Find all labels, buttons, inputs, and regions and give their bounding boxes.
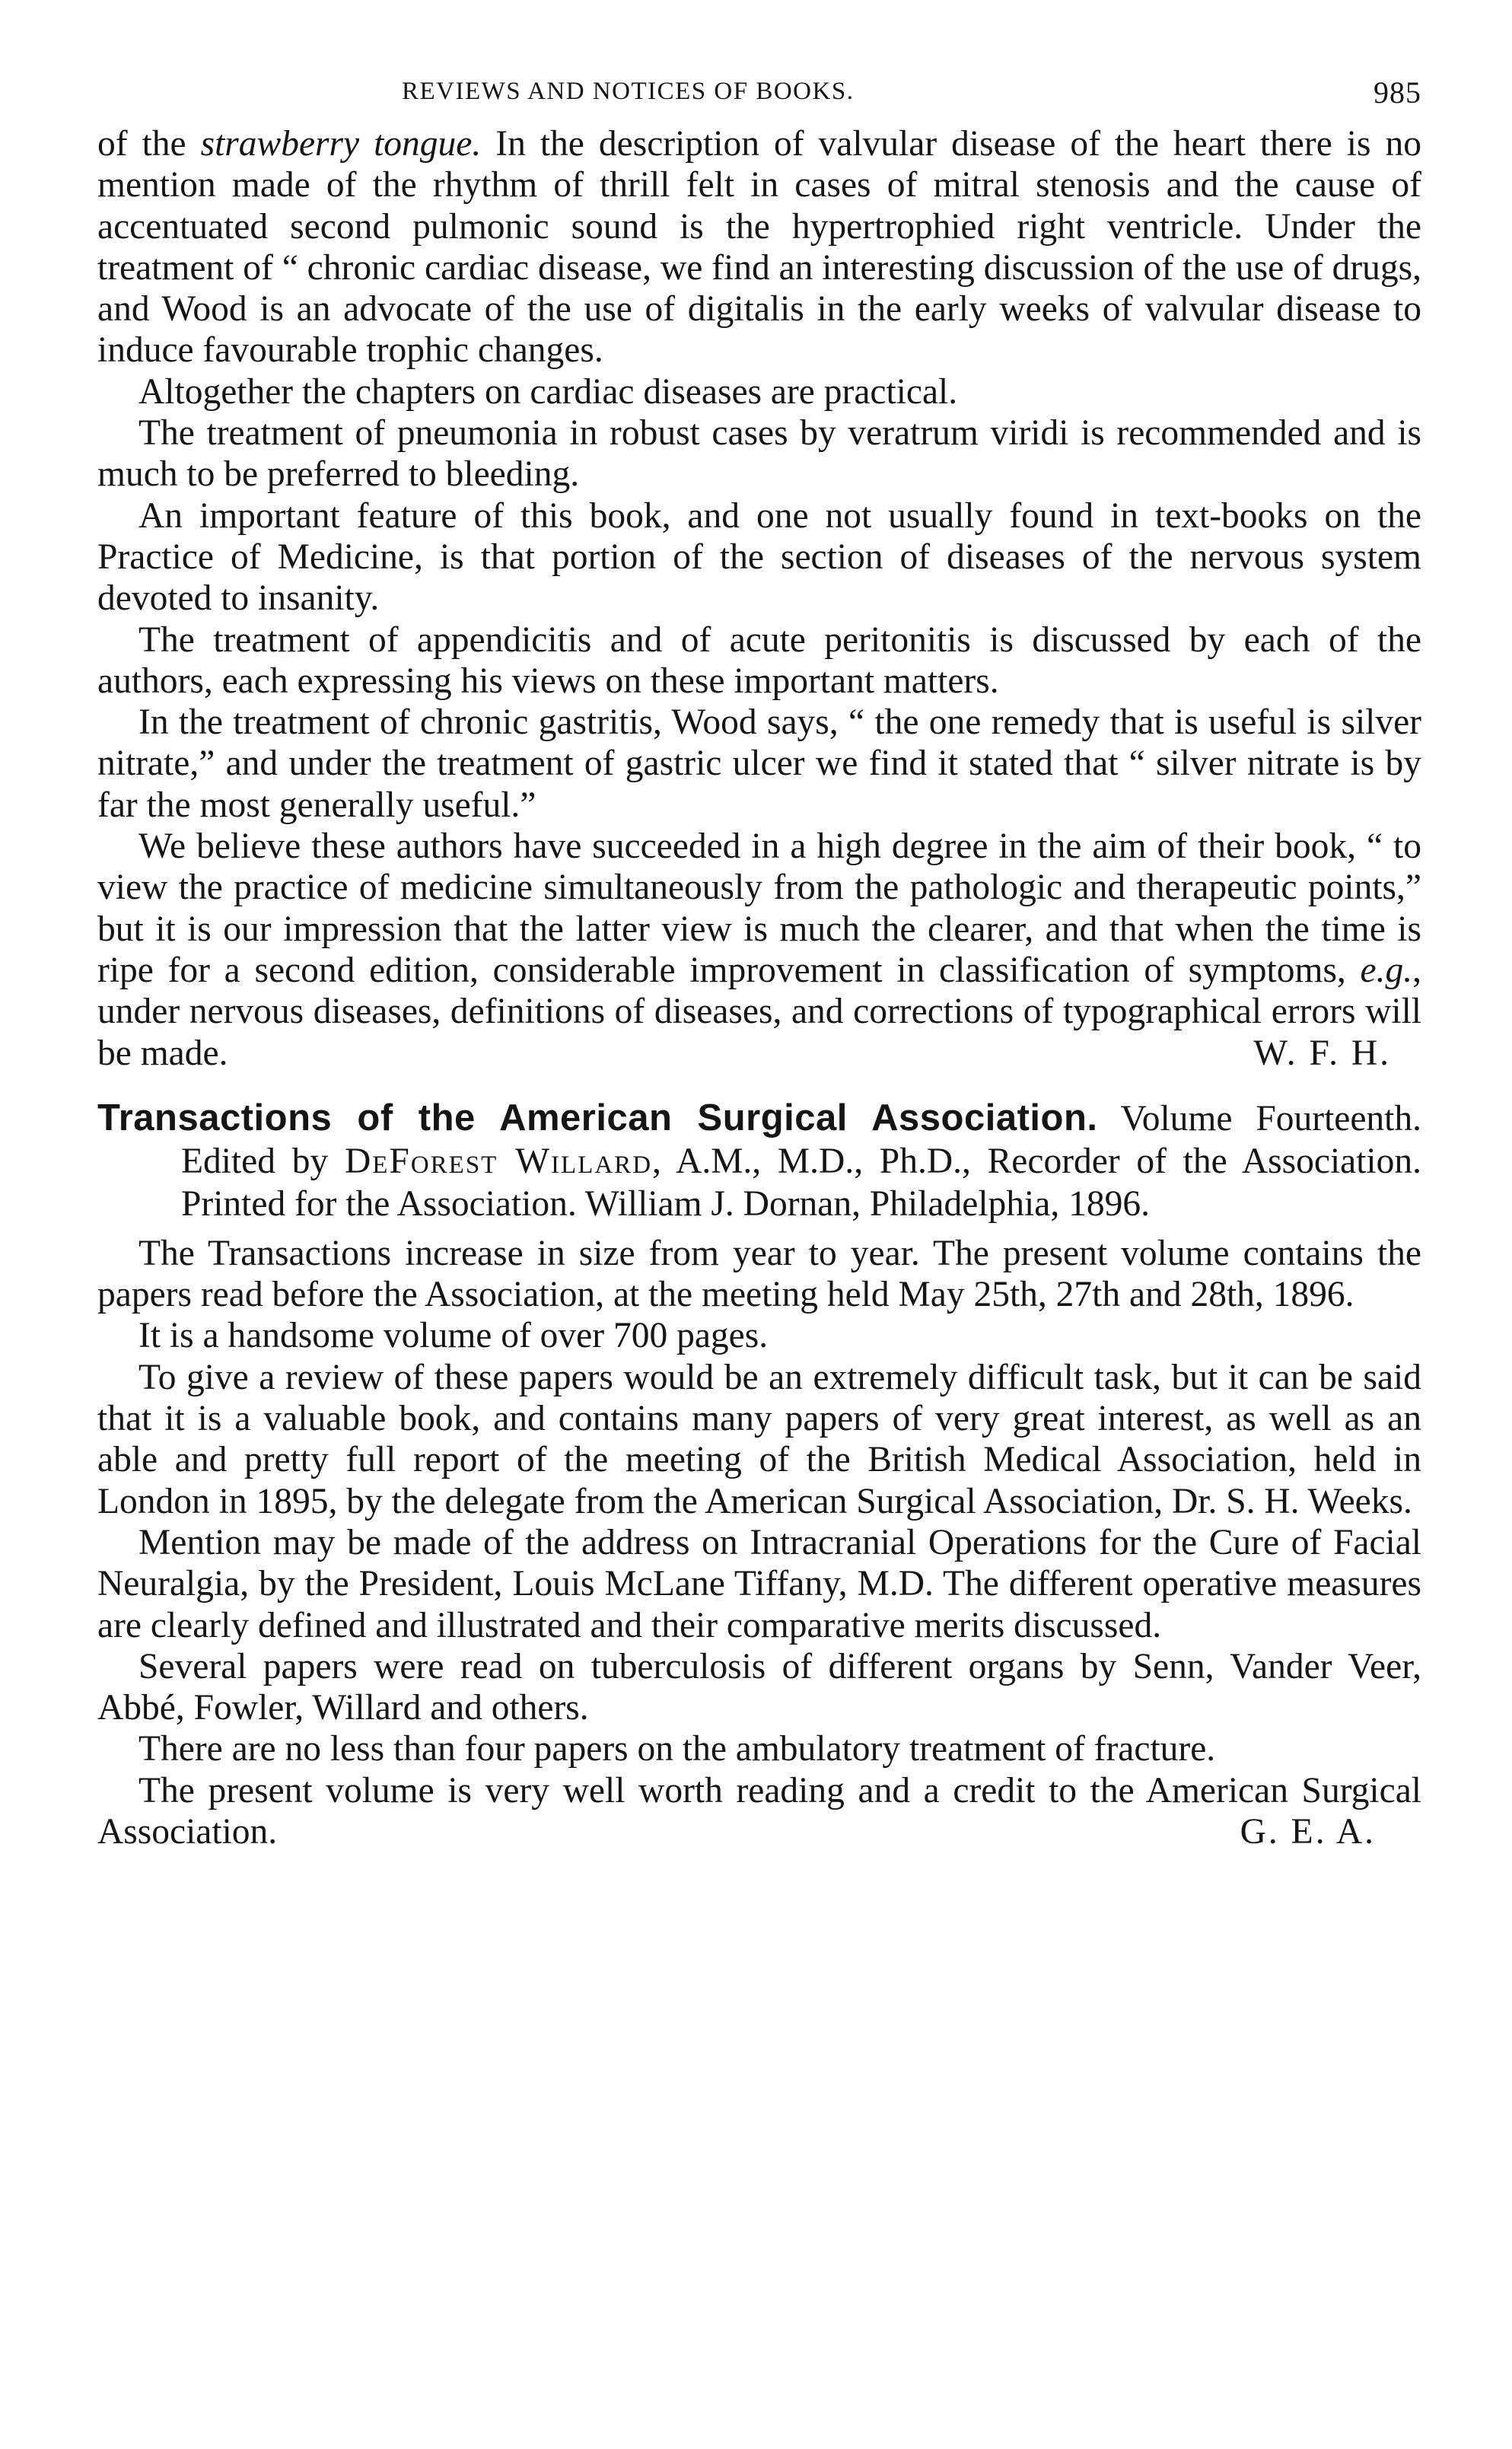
review-paragraph: An important feature of this book, and one not usually found in text-books on the Practice of Medicine, is that portion of the section of diseases of the nervous system devoted to insanity. (97, 495, 1421, 619)
review-paragraph (97, 826, 1421, 1074)
review-body (97, 1233, 1421, 1852)
book-details: , A.M., M.D., Ph.D., Recorder of the Association. Printed for the Association. William J. Dornan, Philadelphia, 1896. (181, 1141, 1422, 1224)
reviewer-signature: W. F. H. (1253, 1033, 1391, 1073)
text-run: The present volume is very well worth reading and a credit to the American Surgical Association. (97, 1770, 1421, 1852)
running-head (97, 70, 1421, 117)
italic-phrase: strawberry tongue. (200, 124, 482, 164)
page-number: 985 (1374, 75, 1421, 110)
review-paragraph: The Transactions increase in size from year to year. The present volume contains the papers read before the Association, at the meeting held May 25th, 27th and 28th, 1896. (97, 1233, 1421, 1315)
review-paragraph: It is a handsome volume of over 700 pages. (138, 1316, 769, 1356)
book-citation (97, 1097, 1421, 1225)
text-run: In the description of valvular disease of the heart there is no mention made of the rhythm of thrill felt in cases of mitral stenosis and the cause of accentuated second pulmonic sound is the hypertrophied right ventricle. Under the treatment of “ chronic cardiac disease, we find an interesting discussion of the use of drugs, and Wood is an advocate of the use of digitalis in the early weeks of valvular disease to induce favourable trophic changes. (97, 124, 1421, 371)
reviewer-signature: G. E. A. (1240, 1811, 1376, 1852)
review-paragraph: Mention may be made of the address on Intracranial Operations for the Cure of Facial Neuralgia, by the President, Louis McLane Tiffany, M.D. The different operative measures are clearly defined and illustrated and their comparative merits discussed. (97, 1522, 1421, 1645)
italic-abbreviation: e.g. (1360, 950, 1413, 990)
text-run: We believe these authors have succeeded in a high degree in the aim of their book, “ to view the practice of medicine simultaneously from the pathologic and therapeutic points,” but it is our impression that the latter view is much the clearer, and that when the time is ripe for a second edition, considerable improvement in classification of symptoms, (97, 826, 1421, 990)
review-paragraph (97, 1770, 1421, 1853)
text-run: of the (97, 124, 201, 164)
review-paragraph: The treatment of appendicitis and of acute peritonitis is discussed by each of the authors, each expressing his views on these important matters. (97, 619, 1421, 701)
book-details: Volume Fourteenth. Edited by (181, 1098, 1421, 1181)
review-paragraph (97, 123, 1421, 371)
review-paragraph: There are no less than four papers on the ambulatory treatment of fracture. (138, 1729, 1216, 1769)
review-paragraph: The treatment of pneumonia in robust cases by veratrum viridi is recommended and is much to be preferred to bleeding. (97, 413, 1421, 495)
text-run: , under nervous diseases, definitions of diseases, and corrections of typographical errors will be made. (97, 950, 1421, 1073)
page (97, 70, 1421, 1852)
review-paragraph: Several papers were read on tuberculosis of different organs by Senn, Vander Veer, Abbé, Fowler, Willard and others. (97, 1646, 1421, 1728)
book-title: Transactions of the American Surgical Association. (97, 1097, 1098, 1139)
review-paragraph: To give a review of these papers would be an extremely difficult task, but it can be said that it is a valuable book, and contains many papers of very great interest, as well as an able and pretty full report of the meeting of the British Medical Association, held in London in 1895, by the delegate from the American Surgical Association, Dr. S. H. Weeks. (97, 1357, 1421, 1521)
review-paragraph: Altogether the chapters on cardiac diseases are practical. (138, 371, 958, 412)
book-editor: DeForest Willard (344, 1141, 653, 1181)
running-title: REVIEWS AND NOTICES OF BOOKS. (402, 78, 855, 105)
review-paragraph: In the treatment of chronic gastritis, Wood says, “ the one remedy that is useful is silver nitrate,” and under the treatment of gastric ulcer we find it stated that “ silver nitrate is by far the most generally useful.” (97, 702, 1421, 825)
review-continued (97, 123, 1421, 1074)
